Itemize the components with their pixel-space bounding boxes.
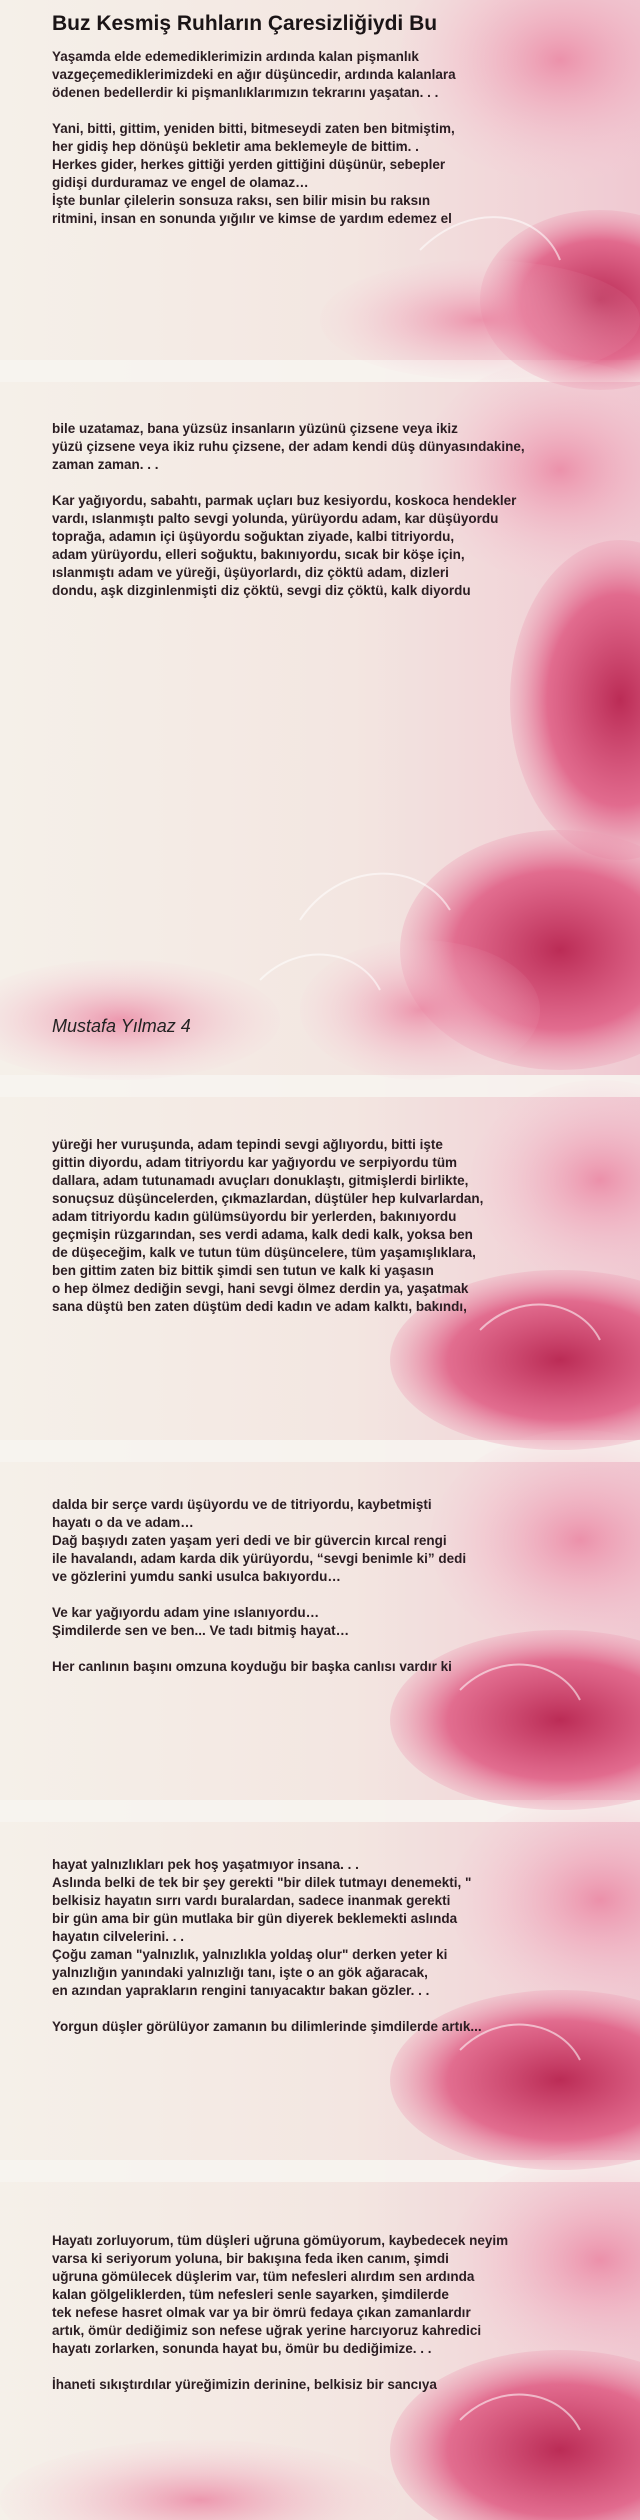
text-line: adam titriyordu kadın gülümsüyordu bir yerlerden, bakınıyordu <box>52 1209 457 1224</box>
text-line: de düşeceğim, kalk ve tutun tüm düşüncelere, tüm yaşamışlıklara, <box>52 1245 476 1260</box>
text-line: varsa ki seriyorum yoluna, bir bakışına feda iken canım, şimdi <box>52 2251 449 2266</box>
text-section-4 <box>52 1496 622 1676</box>
text-line: vazgeçemediklerimizdeki en ağır düşüncedir, ardında kalanlara <box>52 67 456 82</box>
text-line <box>52 474 622 492</box>
text-line: Yaşamda elde edemediklerimizin ardında kalan pişmanlık <box>52 49 419 64</box>
text-section-5 <box>52 1856 622 2036</box>
text-line: hayatın cilvelerini. . . <box>52 1929 185 1944</box>
text-line <box>52 1640 622 1658</box>
text-line: artık, ömür dediğimiz son nefese uğrak yerine harcıyoruz kahredici <box>52 2323 482 2338</box>
text-line: Herkes gider, herkes gittiği yerden gittiğini düşünür, sebepler <box>52 157 446 172</box>
text-line <box>52 2000 622 2018</box>
page-title: Buz Kesmiş Ruhların Çaresizliğiydi Bu <box>52 12 438 35</box>
text-line <box>52 2358 622 2376</box>
text-line: tek nefese hasret olmak var ya bir ömrü fedaya çıkan zamanlardır <box>52 2305 471 2320</box>
text-section-6 <box>52 2232 622 2394</box>
text-line: bir gün ama bir gün mutlaka bir gün diyerek beklemekti aslında <box>52 1911 458 1926</box>
text-line: sana düştü ben zaten düştüm dedi kadın ve adam kalktı, bakındı, <box>52 1299 467 1314</box>
text-line: en azından yaprakların rengini tanıyacaktır bakan gözler. . . <box>52 1983 430 1998</box>
text-line: adam yürüyordu, elleri soğuktu, bakınıyordu, sıcak bir köşe için, <box>52 547 465 562</box>
text-line: gittin diyordu, adam titriyordu kar yağıyordu ve serpiyordu tüm <box>52 1155 458 1170</box>
text-line: ile havalandı, adam karda dik yürüyordu, “sevgi benimle ki” dedi <box>52 1551 467 1566</box>
text-line: sonuçsuz düşüncelerden, çıkmazlardan, düştüler hep kulvarlardan, <box>52 1191 484 1206</box>
text-line: Hayatı zorluyorum, tüm düşleri uğruna gömüyorum, kaybedecek neyim <box>52 2233 509 2248</box>
text-line: Kar yağıyordu, sabahtı, parmak uçları buz kesiyordu, koskoca hendekler <box>52 493 517 508</box>
text-line: İhaneti sıkıştırdılar yüreğimizin derinine, belkisiz bir sancıya <box>52 2377 437 2392</box>
text-line: o hep ölmez dediğin sevgi, hani sevgi ölmez derdin ya, yaşatmak <box>52 1281 469 1296</box>
text-line: gidişi durduramaz ve engel de olamaz… <box>52 175 309 190</box>
text-line: Yorgun düşler görülüyor zamanın bu dilimlerinde şimdilerde artık... <box>52 2019 482 2034</box>
text-line: hayatı o da ve adam… <box>52 1515 194 1530</box>
text-line: yüzü çizsene veya ikiz ruhu çizsene, der adam kendi düş dünyasındakine, <box>52 439 525 454</box>
text-line: geçmişin rüzgarından, ses verdi adama, kalk dedi kalk, yoksa ben <box>52 1227 473 1242</box>
text-line: kalan gölgeliklerden, tüm nefesleri senle sayarken, şimdilerde <box>52 2287 449 2302</box>
text-line: Çoğu zaman "yalnızlık, yalnızlıkla yoldaş olur" derken yeter ki <box>52 1947 448 1962</box>
text-line: dondu, aşk dizginlenmişti diz çöktü, sevgi diz çöktü, kalk diyordu <box>52 583 471 598</box>
text-line: Dağ başıydı zaten yaşam yeri dedi ve bir güvercin kırcal rengi <box>52 1533 447 1548</box>
text-line: Yani, bitti, gittim, yeniden bitti, bitmeseydi zaten ben bitmiştim, <box>52 121 455 136</box>
text-line: her gidiş hep dönüşü bekletir ama beklemeyle de bittim. . <box>52 139 419 154</box>
text-line: yüreği her vuruşunda, adam tepindi sevgi ağlıyordu, bitti işte <box>52 1137 443 1152</box>
text-line: ben gittim zaten biz bittik şimdi sen tutun ve kalk ki yaşasın <box>52 1263 434 1278</box>
text-section-2 <box>52 420 622 600</box>
text-line: dallara, adam tutunamadı avuçları donuklaştı, gitmişlerdi birlikte, <box>52 1173 469 1188</box>
text-line: Her canlının başını omzuna koyduğu bir başka canlısı vardır ki <box>52 1659 452 1674</box>
text-line: toprağa, adamın içi üşüyordu soğuktan ziyade, kalbi titriyordu, <box>52 529 455 544</box>
text-line: ritmini, insan en sonunda yığılır ve kimse de yardım edemez el <box>52 211 452 226</box>
text-line: uğruna gömülecek düşlerim var, tüm nefesleri alırdım sen ardında <box>52 2269 475 2284</box>
text-section-3 <box>52 1136 622 1316</box>
text-line: Aslında belki de tek bir şey gerekti "bir dilek tutmayı denemekti, " <box>52 1875 472 1890</box>
text-line: hayatı zorlarken, sonunda hayat bu, ömür bu dediğimize. . . <box>52 2341 432 2356</box>
text-line: ödenen bedellerdir ki pişmanlıklarımızın tekrarını yaşatan. . . <box>52 85 439 100</box>
text-line: yalnızlığın yanındaki yalnızlığı tanı, işte o an gök ağaracak, <box>52 1965 428 1980</box>
text-line: zaman zaman. . . <box>52 457 159 472</box>
text-line: hayat yalnızlıkları pek hoş yaşatmıyor insana. . . <box>52 1857 359 1872</box>
text-line: dalda bir serçe vardı üşüyordu ve de titriyordu, kaybetmişti <box>52 1497 432 1512</box>
text-section-1 <box>52 48 622 228</box>
text-line: vardı, ıslanmıştı palto sevgi yolunda, yürüyordu adam, kar düşüyordu <box>52 511 499 526</box>
text-line: bile uzatamaz, bana yüzsüz insanların yüzünü çizsene veya ikiz <box>52 421 458 436</box>
author-name: Mustafa Yılmaz 4 <box>52 1016 191 1036</box>
text-line: Şimdilerde sen ve ben... Ve tadı bitmiş hayat… <box>52 1623 350 1638</box>
text-line: ıslanmıştı adam ve yüreği, üşüyorlardı, diz çöktü adam, dizleri <box>52 565 449 580</box>
text-line <box>52 102 622 120</box>
text-line <box>52 1586 622 1604</box>
text-line: Ve kar yağıyordu adam yine ıslanıyordu… <box>52 1605 320 1620</box>
text-line: belkisiz hayatın sırrı vardı buralardan, sadece inanmak gerekti <box>52 1893 451 1908</box>
text-line: ve gözlerini yumdu sanki usulca bakıyordu… <box>52 1569 341 1584</box>
text-line: İşte bunlar çilelerin sonsuza raksı, sen bilir misin bu raksın <box>52 193 431 208</box>
